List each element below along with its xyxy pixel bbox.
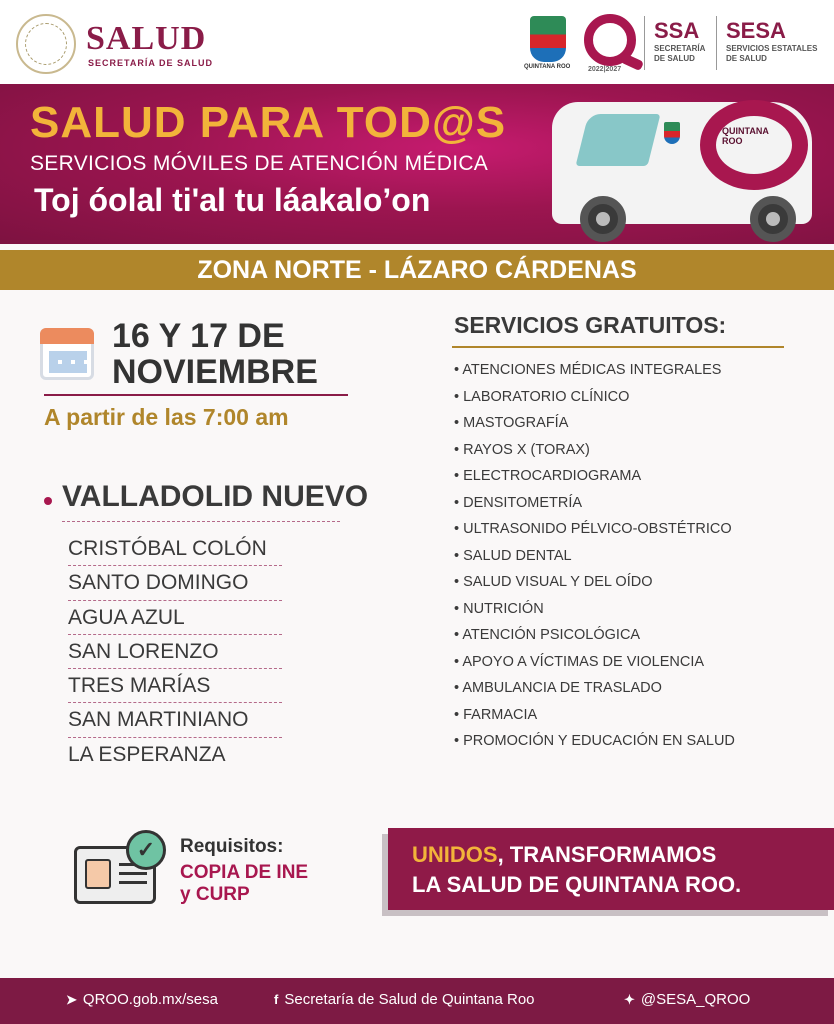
- van-window: [576, 114, 661, 166]
- event-date: [112, 318, 318, 390]
- van-crest-icon: [664, 122, 680, 144]
- ssa-subtitle: [654, 44, 705, 64]
- twitter-bird-icon: ✦: [624, 991, 635, 1007]
- footer-website-link[interactable]: [66, 991, 218, 1008]
- list-item: • SALUD DENTAL: [454, 548, 794, 575]
- list-item: SAN LORENZO: [68, 635, 282, 669]
- header-bar: [0, 0, 834, 84]
- facebook-icon: f: [274, 992, 279, 1007]
- list-item: • LABORATORIO CLÍNICO: [454, 389, 794, 416]
- van-logo-line1: QUINTANA: [722, 126, 769, 136]
- event-time: A partir de las 7:00 am: [44, 404, 289, 430]
- list-item: • ULTRASONIDO PÉLVICO-OBSTÉTRICO: [454, 521, 794, 548]
- requirements-line1: COPIA DE INE: [180, 862, 309, 883]
- list-item: • MASTOGRAFÍA: [454, 415, 794, 442]
- salud-logo-subtitle: SECRETARÍA DE SALUD: [88, 58, 214, 68]
- divider: [716, 16, 717, 70]
- banner-subtitle: SERVICIOS MÓVILES DE ATENCIÓN MÉDICA: [30, 152, 489, 175]
- banner-maya-line: Toj óolal ti'al tu láakalo’on: [34, 182, 431, 218]
- ssa-title: SSA: [654, 18, 700, 43]
- list-item: • AMBULANCIA DE TRASLADO: [454, 680, 794, 707]
- mexico-seal-icon: [16, 14, 76, 74]
- location-divider: [62, 521, 340, 522]
- van-wheel-icon: [750, 196, 796, 242]
- list-item: • DENSITOMETRÍA: [454, 495, 794, 522]
- services-list: [454, 362, 794, 760]
- zone-bar: ZONA NORTE - LÁZARO CÁRDENAS: [0, 250, 834, 290]
- van-wheel-icon: [580, 196, 626, 242]
- slogan-line1: [412, 842, 716, 868]
- footer-website: QROO.gob.mx/sesa: [82, 991, 218, 1008]
- date-divider: [44, 394, 348, 396]
- list-item: AGUA AZUL: [68, 601, 282, 635]
- list-item: • PROMOCIÓN Y EDUCACIÓN EN SALUD: [454, 733, 794, 760]
- services-title: SERVICIOS GRATUITOS:: [454, 312, 727, 338]
- q-logo-years: 2022|2027: [588, 66, 622, 73]
- van-logo-text: [722, 126, 769, 146]
- location-list: [68, 532, 282, 772]
- footer-twitter-link[interactable]: [624, 991, 750, 1008]
- ssa-subtitle-line1: SECRETARÍA: [654, 44, 706, 53]
- slogan-box: [388, 828, 834, 910]
- sesa-subtitle-line1: SERVICIOS ESTATALES: [726, 44, 818, 53]
- requirements-line2: y CURP: [180, 884, 250, 905]
- list-item: • RAYOS X (TORAX): [454, 442, 794, 469]
- footer-twitter: @SESA_QROO: [640, 991, 751, 1008]
- checkmark-icon: ✓: [126, 830, 166, 870]
- event-date-line2: NOVIEMBRE: [112, 353, 318, 391]
- van-logo-line2: ROO: [722, 136, 743, 146]
- list-item: • ATENCIÓN PSICOLÓGICA: [454, 627, 794, 654]
- slogan-line1-rest: , TRANSFORMAMOS: [497, 842, 717, 867]
- salud-logo-title: SALUD: [86, 20, 207, 57]
- requirements-text: [180, 862, 308, 906]
- list-item: • NUTRICIÓN: [454, 601, 794, 628]
- footer-facebook: Secretaría de Salud de Quintana Roo: [284, 991, 535, 1008]
- bullet-icon: [44, 497, 52, 505]
- ssa-subtitle-line2: DE SALUD: [654, 54, 695, 63]
- list-item: SANTO DOMINGO: [68, 566, 282, 600]
- requirements-label: Requisitos:: [180, 836, 284, 857]
- sesa-subtitle-line2: DE SALUD: [726, 54, 767, 63]
- services-divider: [452, 346, 784, 348]
- cursor-arrow-icon: ➤: [66, 991, 77, 1007]
- list-item: • ELECTROCARDIOGRAMA: [454, 468, 794, 495]
- slogan-line2: LA SALUD DE QUINTANA ROO.: [412, 872, 742, 897]
- slogan-highlight: UNIDOS: [412, 842, 498, 867]
- footer-bar: [0, 978, 834, 1024]
- footer-facebook-link[interactable]: [274, 991, 535, 1008]
- divider: [644, 16, 645, 70]
- sesa-subtitle: [726, 44, 817, 64]
- calendar-icon: [40, 328, 94, 380]
- sesa-title: SESA: [726, 18, 786, 43]
- quintana-roo-label: QUINTANA ROO: [524, 64, 571, 70]
- list-item: • SALUD VISUAL Y DEL OÍDO: [454, 574, 794, 601]
- list-item: LA ESPERANZA: [68, 742, 226, 766]
- quintana-roo-q-logo-icon: [584, 14, 636, 66]
- quintana-roo-crest-icon: [530, 16, 566, 62]
- list-item: TRES MARÍAS: [68, 669, 282, 703]
- list-item: • FARMACIA: [454, 707, 794, 734]
- list-item: • APOYO A VÍCTIMAS DE VIOLENCIA: [454, 654, 794, 681]
- main-location: VALLADOLID NUEVO: [62, 480, 369, 513]
- list-item: • ATENCIONES MÉDICAS INTEGRALES: [454, 362, 794, 389]
- event-date-line1: 16 Y 17 DE: [112, 317, 285, 355]
- list-item: SAN MARTINIANO: [68, 703, 282, 737]
- banner-title: SALUD PARA TOD@S: [30, 98, 507, 147]
- list-item: CRISTÓBAL COLÓN: [68, 532, 282, 566]
